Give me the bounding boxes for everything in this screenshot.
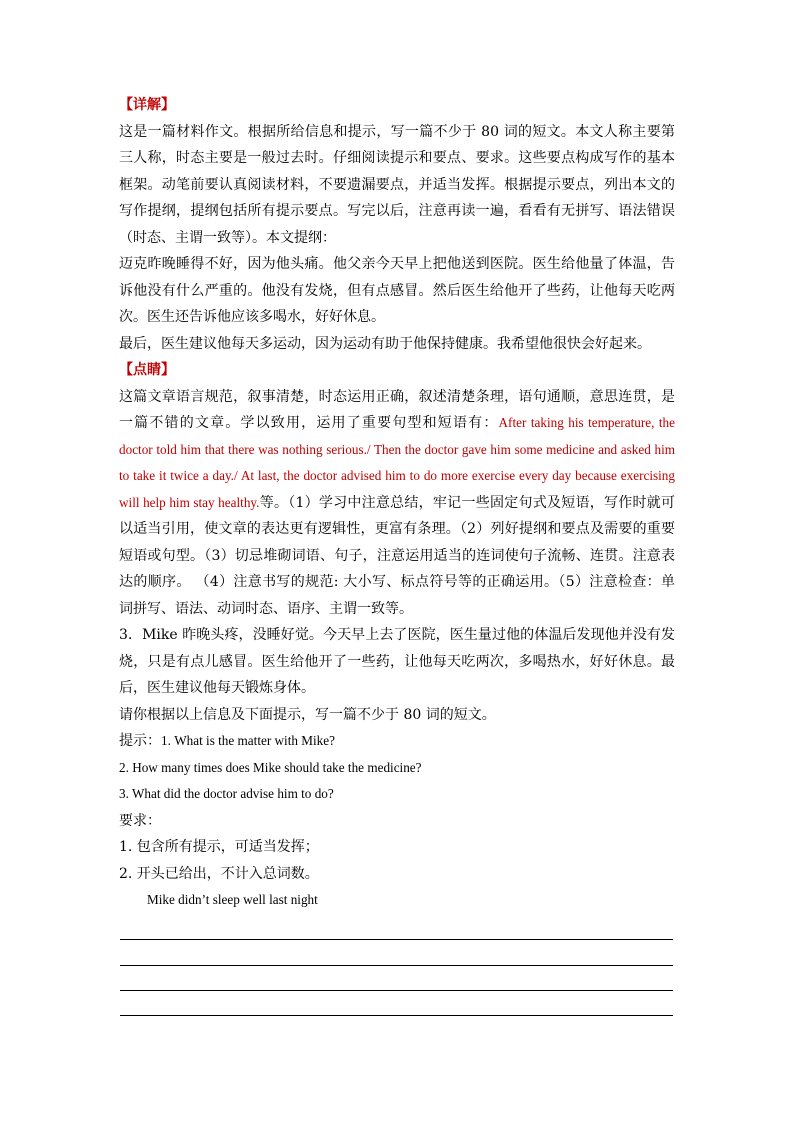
- answer-line: [120, 941, 673, 966]
- requirements-label: 要求：: [119, 812, 161, 829]
- answer-line: [120, 991, 673, 1016]
- key-sentences: After taking his temperature, the doctor told him that there was nothing serious./ Then the doctor gave him some medicine and asked him to take it twice a day./ At last, the doctor advised him to do more exercise every day because exercising will help him stay healthy.: [119, 415, 675, 510]
- question-number: 3．: [119, 627, 143, 643]
- question-text: Mike 昨晚头疼，没睡好觉。今天早上去了医院，医生量过他的体温后发现他并没有发烧，只是有点儿感冒。医生给他开了一些药，让他每天吃两次，多喝热水，好好休息。最后，医生建议他每天锻炼身体。: [119, 627, 675, 696]
- detail-heading: 【详解】: [119, 97, 175, 113]
- comment-paragraph: [119, 384, 675, 623]
- requirement-item: 1. 包含所有提示，可适当发挥；: [119, 839, 319, 855]
- comment-intro: 这篇文章语言规范，叙事清楚，时态运用正确，叙述清楚条理，语句通顺，意思连贯，是一篇不错的文章。学以致用，运用了重要句型和短语有：: [119, 388, 675, 431]
- comment-tail: 等。（1）学习中注意总结，牢记一些固定句式及短语，写作时就可以适当引用，使文章的表达更有逻辑性，更富有条理。（2）列好提纲和要点及需要的重要短语或句型。（3）切忌堆砌词语、句子，注意运用适当的连词使句子流畅、连贯。注意表达的顺序。 （4）注意书写的规范: 大小写、标点符号等的正确运用。（5）注意检查：单词拼写、语法、动词时态、语序、主谓一致等。: [119, 494, 676, 617]
- hint-item: 3. What did the doctor advise him to do?: [119, 786, 334, 801]
- detail-paragraph-1: 这是一篇材料作文。根据所给信息和提示，写一篇不少于 80 词的短文。本文人称主要第三人称，时态主要是一般过去时。仔细阅读提示和要点、要求。这些要点构成写作的基本框架。动笔前要认真阅读材料，不要遗漏要点，并适当发挥。根据提示要点，列出本文的写作提纲，提纲包括所有提示要点。写完以后，注意再读一遍，看看有无拼写、语法错误（时态、主谓一致等）。本文提纲：: [119, 123, 675, 246]
- comment-heading: 【点睛】: [119, 362, 175, 378]
- essay-opening: Mike didn’t sleep well last night: [147, 892, 318, 907]
- document-content: [119, 92, 675, 914]
- hint-item: 1. What is the matter with Mike?: [161, 733, 335, 748]
- answer-line: [120, 966, 673, 991]
- hints-line-1: [119, 728, 675, 755]
- hint-item: 2. How many times does Mike should take the medicine?: [119, 759, 422, 775]
- hints-label: 提示：: [119, 733, 161, 749]
- detail-paragraph-3: 最后，医生建议他每天多运动，因为运动有助于他保持健康。我希望他很快会好起来。: [119, 335, 651, 352]
- requirement-item: 2. 开头已给出，不计入总词数。: [119, 865, 319, 882]
- question-prompt: [119, 622, 675, 702]
- answer-lines: [120, 939, 673, 1016]
- question-instruction: 请你根据以上信息及下面提示，写一篇不少于 80 词的短文。: [119, 706, 496, 723]
- detail-paragraph-2: 迈克昨晚睡得不好，因为他头痛。他父亲今天早上把他送到医院。医生给他量了体温，告诉他没有什么严重的。他没有发烧，但有点感冒。然后医生给他开了些药，让他每天吃两次。医生还告诉他应该多喝水，好好休息。: [119, 256, 675, 325]
